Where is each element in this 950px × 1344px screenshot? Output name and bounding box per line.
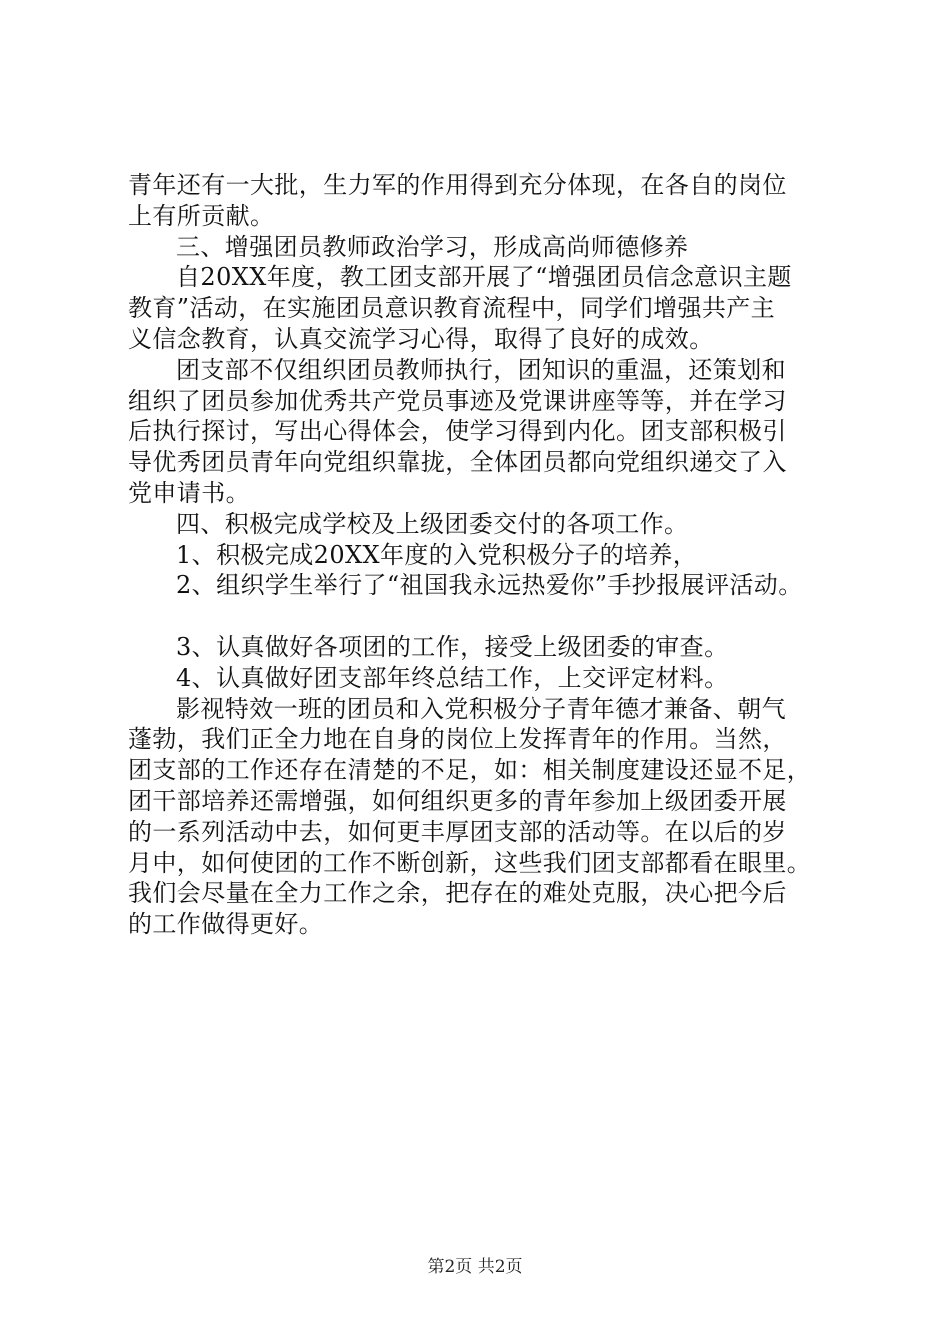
- list-item: 4、认真做好团支部年终总结工作，上交评定材料。: [176, 663, 729, 692]
- body-line: 蓬勃，我们正全力地在自身的岗位上发挥青年的作用。当然，: [128, 725, 787, 754]
- document-body: [128, 170, 844, 940]
- body-line: 党申请书。: [128, 478, 250, 507]
- list-item: 2、组织学生举行了“祖国我永远热爱你”手抄报展评活动。: [176, 571, 803, 600]
- body-line: 团支部的工作还存在清楚的不足，如：相关制度建设还显不足，: [128, 756, 812, 785]
- body-line: 团干部培养还需增强，如何组织更多的青年参加上级团委开展: [128, 786, 787, 815]
- page-number-footer: 第2页 共2页: [427, 1257, 523, 1277]
- body-line: 组织了团员参加优秀共产党员事迹及党课讲座等等，并在学习: [128, 386, 787, 415]
- body-line: 我们会尽量在全力工作之余，把存在的难处克服，决心把今后: [128, 879, 787, 908]
- list-item: 1、积极完成20XX年度的入党积极分子的培养，: [176, 540, 698, 569]
- section-heading: 三、增强团员教师政治学习，形成高尚师德修养: [176, 232, 689, 261]
- body-line: 教育”活动，在实施团员意识教育流程中，同学们增强共产主: [128, 294, 776, 323]
- blank-line: [128, 601, 844, 632]
- paragraph-start: 自20XX年度，教工团支部开展了“增强团员信念意识主题: [176, 263, 792, 292]
- section-heading: 四、积极完成学校及上级团委交付的各项工作。: [176, 509, 689, 538]
- body-line: 上有所贡献。: [128, 201, 275, 230]
- body-line: 的工作做得更好。: [128, 910, 324, 939]
- body-line: 月中，如何使团的工作不断创新，这些我们团支部都看在眼里。: [128, 848, 812, 877]
- list-item: 3、认真做好各项团的工作，接受上级团委的审查。: [176, 632, 729, 661]
- body-line: 的一系列活动中去，如何更丰厚团支部的活动等。在以后的岁: [128, 817, 787, 846]
- body-line: 义信念教育，认真交流学习心得，取得了良好的成效。: [128, 324, 714, 353]
- body-line: 导优秀团员青年向党组织靠拢，全体团员都向党组织递交了入: [128, 448, 787, 477]
- paragraph-start: 团支部不仅组织团员教师执行，团知识的重温，还策划和: [176, 355, 786, 384]
- paragraph-start: 影视特效一班的团员和入党积极分子青年德才兼备、朝气: [176, 694, 786, 723]
- body-line: 青年还有一大批，生力军的作用得到充分体现，在各自的岗位: [128, 171, 787, 199]
- body-line: 后执行探讨，写出心得体会，使学习得到内化。团支部积极引: [128, 417, 787, 446]
